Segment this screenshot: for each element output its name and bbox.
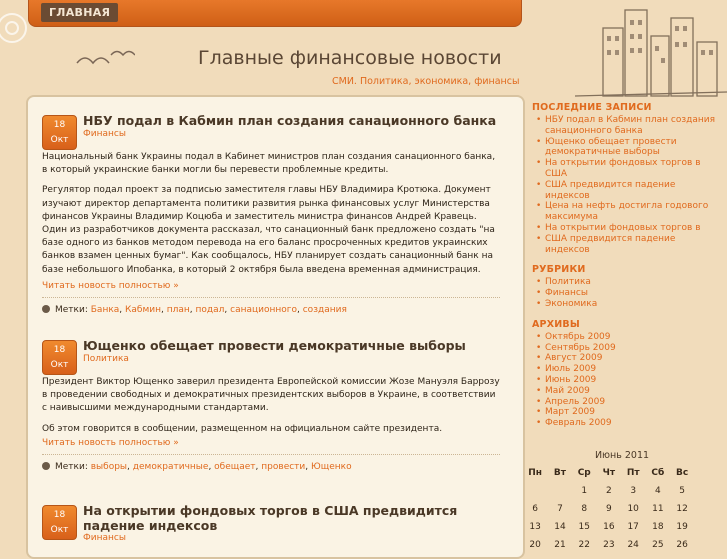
calendar-day: 10 — [627, 504, 639, 514]
calendar-weekday: Вс — [676, 468, 689, 478]
post-tags: Метки: Банка, Кабмин, план, подал, санационного, создания — [42, 305, 347, 315]
post-day: 18 — [53, 120, 66, 130]
archive-link[interactable]: • Февраль 2009 — [532, 418, 722, 429]
post-paragraph: Регулятор подал проект за подписью заместителя главы НБУ Владимира Кротюка. Документ изучают директор департамента политики развития рынка финансовых услуг Министерства финансов Украины Владимир Коцюба и заместитель министра финансов Андрей Кравець. Один из разработчиков документа рассказал, что санационный банк предложено создать "на базе одного из банков методом перевода на его баланс просроченных кредитов украинских банков взамен ценных бумаг". Как сообщалось, НБУ планирует создать санационный банк на базе небольшого Ипобанка, в который 2 октября была введена временная администрация. — [42, 185, 495, 275]
birds-icon — [75, 45, 135, 70]
post-title-link[interactable]: На открытии фондовых торгов в США предвидится падение индексов — [83, 503, 458, 533]
post-paragraph: Об этом говорится в сообщении, размещенном на официальном сайте президента. — [42, 423, 443, 434]
post-month: Окт — [50, 135, 69, 145]
calendar-day: 5 — [679, 486, 685, 496]
post-tags: Метки: выборы, демократичные, обещает, провести, Ющенко — [42, 462, 352, 472]
post-title-link[interactable]: Ющенко обещает провести демократичные выборы — [83, 338, 466, 353]
tags-label: Метки: — [55, 462, 88, 472]
tag-icon — [42, 305, 50, 313]
calendar-weekday: Пн — [528, 468, 542, 478]
post-month: Окт — [50, 360, 69, 370]
read-more-link[interactable]: Читать новость полностью » — [42, 438, 179, 448]
rubric-link[interactable]: • Финансы — [532, 288, 722, 299]
recent-post-link[interactable]: • На открытии фондовых торгов в США — [532, 158, 722, 180]
tag-link[interactable]: Банка — [90, 305, 120, 315]
calendar-day: 26 — [676, 540, 688, 550]
tag-link[interactable]: Ющенко — [311, 462, 352, 472]
archive-link[interactable]: • Сентябрь 2009 — [532, 343, 722, 354]
archive-link[interactable]: • Май 2009 — [532, 386, 722, 397]
calendar-caption: Июнь 2011 — [594, 450, 650, 461]
archive-link[interactable]: • Апрель 2009 — [532, 397, 722, 408]
calendar-day — [548, 482, 571, 500]
tag-link[interactable]: Кабмин — [125, 305, 161, 315]
sidebar — [532, 102, 722, 429]
archives-heading: АРХИВЫ — [532, 318, 580, 330]
tag-link[interactable]: демократичные — [132, 462, 209, 472]
calendar-day: 14 — [554, 522, 566, 532]
calendar-day: 18 — [652, 522, 664, 532]
post-title-link[interactable]: НБУ подал в Кабмин план создания санационного банка — [83, 113, 497, 128]
tag-link[interactable]: провести — [261, 462, 306, 472]
calendar-day: 25 — [652, 540, 664, 550]
post-body — [42, 151, 500, 284]
calendar-day: 11 — [652, 504, 664, 514]
post-divider — [42, 454, 500, 455]
calendar-day: 2 — [605, 486, 612, 496]
calendar-weekday: Чт — [602, 468, 616, 478]
calendar-weekday: Вт — [553, 468, 566, 478]
archive-link[interactable]: • Октябрь 2009 — [532, 332, 722, 343]
calendar-weekday: Сб — [651, 468, 665, 478]
post-day: 18 — [53, 510, 66, 520]
recent-post-link[interactable]: • Цена на нефть достигла годового максимума — [532, 201, 722, 223]
calendar-day — [522, 482, 548, 500]
post-date-badge — [42, 115, 77, 150]
tag-link[interactable]: подал — [195, 305, 225, 315]
calendar-day: 8 — [581, 504, 588, 514]
post-paragraph: Национальный банк Украины подал в Кабинет министров план создания санационного банка, в который украинские банки могли бы перевести проблемные кредиты. — [42, 152, 496, 176]
tag-link[interactable]: санационного — [230, 305, 297, 315]
nav-home-link[interactable]: ГЛАВНАЯ — [41, 3, 118, 22]
post-paragraph: Президент Виктор Ющенко заверил президента Европейской комиссии Жозе Мануэля Баррозу в проведении свободных и демократичных президентских выборов в Украине, в соответствии с наивысшими международными стандартами. — [42, 377, 500, 414]
calendar-day: 3 — [630, 486, 637, 496]
calendar-day: 12 — [676, 504, 688, 514]
tag-link[interactable]: обещает — [214, 462, 256, 472]
calendar-day: 15 — [578, 522, 590, 532]
recent-posts-heading: ПОСЛЕДНИЕ ЗАПИСИ — [532, 102, 652, 113]
calendar-day: 20 — [529, 540, 541, 550]
calendar-day: 19 — [676, 522, 688, 532]
calendar-day: 22 — [578, 540, 590, 550]
calendar-widget — [522, 450, 722, 554]
recent-post-link[interactable]: • США предвидится падение индексов — [532, 180, 722, 202]
archive-link[interactable]: • Июнь 2009 — [532, 375, 722, 386]
archive-link[interactable]: • Август 2009 — [532, 353, 722, 364]
tag-link[interactable]: план — [166, 305, 190, 315]
archives-list — [532, 332, 722, 429]
post-body — [42, 376, 500, 443]
archive-link[interactable]: • Март 2009 — [532, 407, 722, 418]
calendar-weekday: Пт — [626, 468, 640, 478]
tag-link[interactable]: создания — [302, 305, 347, 315]
post-month: Окт — [50, 525, 69, 535]
calendar-day: 24 — [627, 540, 639, 550]
calendar-day: 21 — [554, 540, 566, 550]
calendar-day: 13 — [529, 522, 541, 532]
read-more-link[interactable]: Читать новость полностью » — [42, 281, 179, 291]
top-navigation — [28, 0, 522, 27]
post-date-badge — [42, 505, 77, 540]
calendar-day: 6 — [532, 504, 538, 514]
city-skyline-icon — [575, 0, 727, 100]
recent-post-link[interactable]: • На открытии фондовых торгов в — [532, 223, 722, 234]
recent-post-link[interactable]: • Ющенко обещает провести демократичные выборы — [532, 137, 722, 159]
calendar-day: 1 — [581, 486, 588, 496]
rubric-link[interactable]: • Экономика — [532, 299, 722, 310]
calendar-weekday: Ср — [577, 468, 591, 478]
recent-posts-list — [532, 115, 722, 255]
rubric-link[interactable]: • Политика — [532, 277, 722, 288]
main-content — [26, 95, 525, 559]
calendar-day: 16 — [603, 522, 615, 532]
recent-post-link[interactable]: • США предвидится падение индексов — [532, 234, 722, 256]
post-divider — [42, 297, 500, 298]
calendar-day: 4 — [655, 486, 661, 496]
tags-label: Метки: — [55, 305, 88, 315]
recent-post-link[interactable]: • НБУ подал в Кабмин план создания санационного банка — [532, 115, 722, 137]
rubrics-heading: РУБРИКИ — [532, 264, 586, 276]
post-category-link[interactable]: Финансы — [83, 129, 126, 139]
archive-link[interactable]: • Июль 2009 — [532, 364, 722, 375]
post-day: 18 — [53, 345, 66, 355]
post-category-link[interactable]: Финансы — [83, 533, 126, 543]
tag-link[interactable]: выборы — [90, 462, 128, 472]
site-title[interactable]: Главные финансовые новости — [198, 47, 502, 69]
post-category-link[interactable]: Политика — [83, 354, 129, 364]
calendar-day: 7 — [557, 504, 563, 514]
calendar-table — [522, 464, 694, 554]
site-description: СМИ. Политика, экономика, финансы — [332, 76, 520, 87]
calendar-day: 9 — [605, 504, 612, 514]
rubrics-list — [532, 277, 722, 309]
post-date-badge — [42, 340, 77, 375]
tag-icon — [42, 462, 50, 470]
calendar-day: 17 — [627, 522, 639, 532]
calendar-day: 23 — [603, 540, 615, 550]
